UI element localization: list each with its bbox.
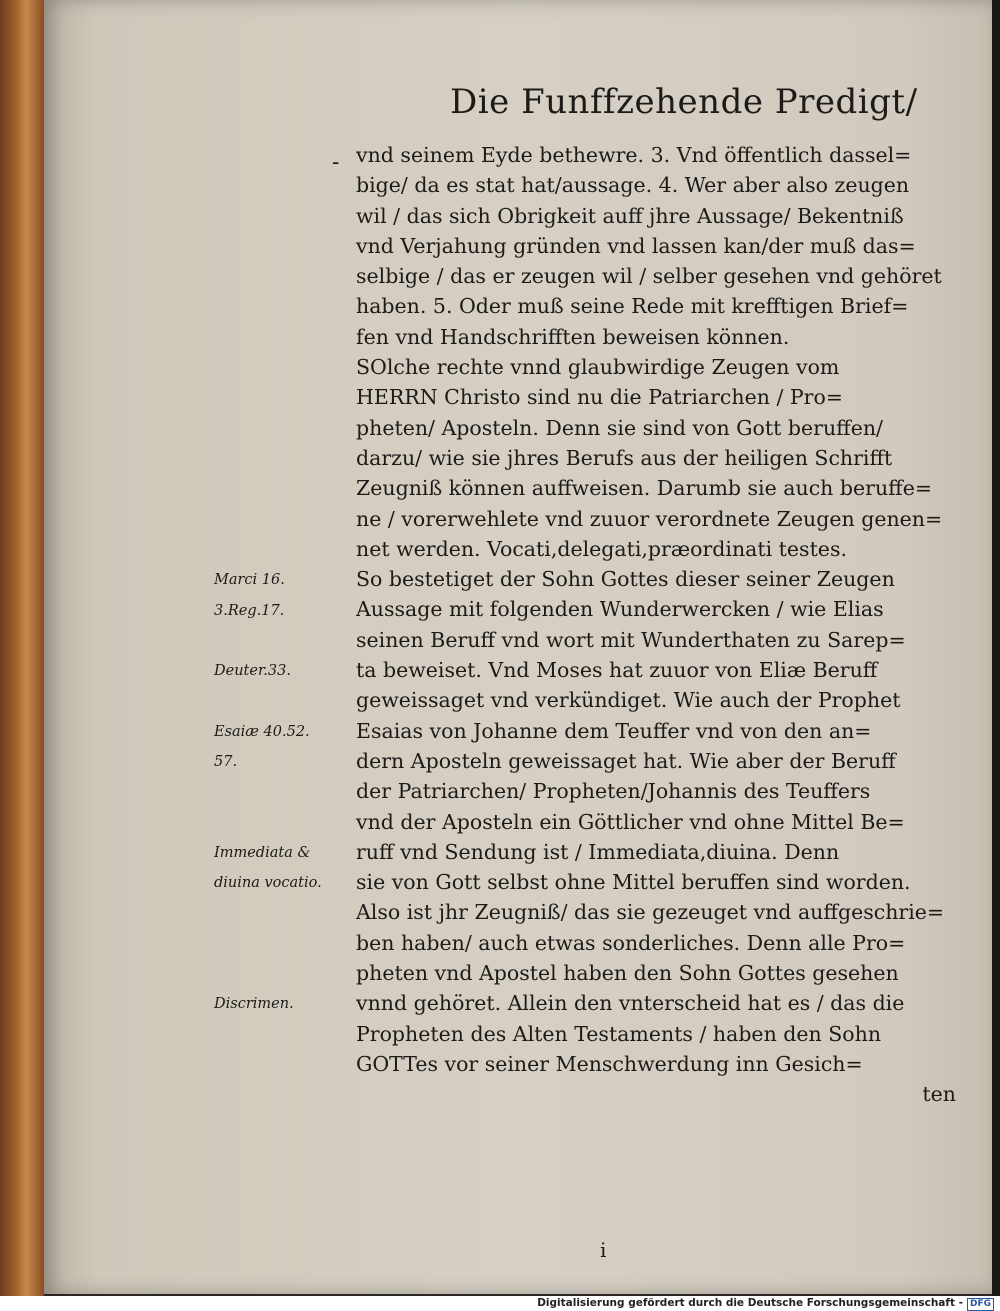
text-line: GOTTes vor seiner Menschwerdung inn Gesich= [356,1051,863,1076]
margin-note: Deuter.33. [214,663,291,680]
text-line: Aussage mit folgenden Wunderwercken / wie Elias [356,597,884,622]
text-line: der Patriarchen/ Propheten/Johannis des Teuffers [356,779,871,804]
text-line: ne / vorerwehlete vnd zuuor verordnete Zeugen genen= [356,506,943,531]
text-line: pheten/ Aposteln. Denn sie sind von Gott beruffen/ [356,415,883,440]
text-line: vnd seinem Eyde bethewre. 3. Vnd öffentlich dassel= [356,143,912,167]
margin-note: Discrimen. [214,996,294,1013]
dfg-logo: DFG [967,1298,994,1311]
text-line: vnnd gehöret. Allein den vnterscheid hat es / das die [356,991,905,1016]
text-line: sie von Gott selbst ohne Mittel beruffen sind worden. [356,870,911,895]
page-right-edge [992,0,1000,1296]
book-edge [0,0,44,1296]
lead-dash: - [332,150,340,175]
text-line: bige/ da es stat hat/aussage. 4. Wer aber also zeugen [356,173,910,198]
text-line: SOlche rechte vnnd glaubwirdige Zeugen vom [356,355,840,380]
text-line: Zeugniß können auffweisen. Darumb sie auch beruffe= [356,476,933,501]
text-line: haben. 5. Oder muß seine Rede mit krefftigen Brief= [356,294,909,319]
text-line: HERRN Christo sind nu die Patriarchen / Pro= [356,385,843,410]
text-line: seinen Beruff vnd wort mit Wunderthaten zu Sarep= [356,627,906,652]
margin-note: Esaiæ 40.52. [214,723,310,740]
text-line: ta beweiset. Vnd Moses hat zuuor von Eliæ Beruff [356,658,878,683]
footer-credit-text: Digitalisierung gefördert durch die Deutsche Forschungsgemeinschaft - [537,1297,963,1309]
text-line: Esaias von Johanne dem Teuffer vnd von den an= [356,718,872,743]
text-line: vnd Verjahung gründen vnd lassen kan/der muß das= [356,233,916,258]
text-line: fen vnd Handschrifften beweisen können. [356,324,790,349]
body-text [356,140,956,1110]
text-line: vnd der Aposteln ein Göttlicher vnd ohne Mittel Be= [356,809,905,834]
text-line: pheten vnd Apostel haben den Sohn Gottes gesehen [356,961,899,986]
text-line: Propheten des Alten Testaments / haben den Sohn [356,1021,882,1046]
text-line: ruff vnd Sendung ist / Immediata,diuina. Denn [356,839,840,864]
running-head: Die Funffzehende Predigt/ [450,82,918,122]
text-line: selbige / das er zeugen wil / selber gesehen vnd gehöret [356,264,942,289]
text-line: Also ist jhr Zeugniß/ das sie gezeuget vnd auffgeschrie= [356,900,945,925]
text-line: dern Aposteln geweissaget hat. Wie aber der Beruff [356,748,896,773]
text-line: net werden. Vocati,delegati,præordinati testes. [356,536,847,561]
text-line: So bestetiget der Sohn Gottes dieser seiner Zeugen [356,567,895,592]
margin-note: Immediata & [214,844,311,861]
text-line: ben haben/ auch etwas sonderliches. Denn alle Pro= [356,930,906,955]
margin-note: diuina vocatio. [214,875,322,892]
footer-credit [537,1297,994,1311]
margin-note: 57. [214,754,238,770]
margin-note: Marci 16. [214,572,285,589]
text-line: ten [922,1082,956,1107]
text-line: wil / das sich Obrigkeit auff jhre Aussage/ Bekentniß [356,203,904,228]
text-line: darzu/ wie sie jhres Berufs aus der heiligen Schrifft [356,445,893,470]
margin-note: 3.Reg.17. [214,602,285,619]
signature-mark: i [600,1238,607,1262]
text-line: geweissaget vnd verkündiget. Wie auch der Prophet [356,688,901,713]
